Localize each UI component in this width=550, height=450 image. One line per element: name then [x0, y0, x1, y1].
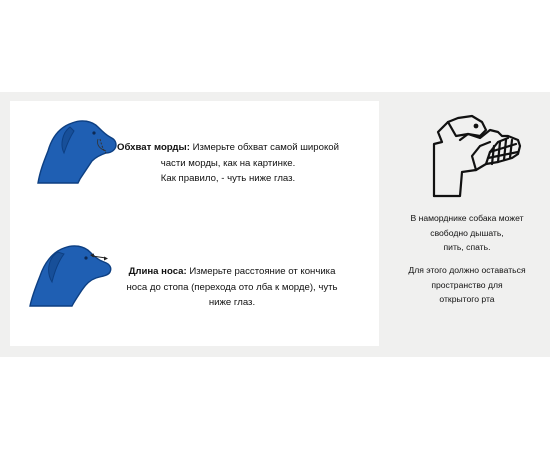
muzzle-circumference-line-2: части морды, как на картинке.	[160, 157, 296, 169]
dog-head-muzzle-circumference-icon	[30, 113, 120, 185]
muzzle-space-note	[384, 263, 550, 307]
nose-length-term: Длина носа:	[128, 266, 187, 277]
comfort-line-2: свободно дышать,	[430, 227, 504, 238]
muzzle-circumference-line-1: Измерьте обхват самой широкой	[189, 142, 339, 153]
comfort-line-3: пить, спать.	[443, 242, 491, 252]
muzzle-circumference-line-3: Как правило, - чуть ниже глаз.	[160, 173, 296, 184]
nose-length-line-1: Измерьте расстояние от кончика	[186, 266, 336, 277]
space-line-2: пространство для	[431, 279, 503, 290]
muzzle-circumference-term: Обхват морды:	[117, 142, 190, 153]
comfort-line-1: В наморднике собака может	[410, 213, 524, 223]
space-line-1: Для этого должно оставаться	[408, 265, 526, 275]
muzzle-comfort-note	[384, 211, 550, 255]
dog-head-nose-length-icon	[24, 236, 116, 308]
dog-with-muzzle-icon	[428, 112, 526, 198]
space-line-3: открытого рта	[439, 294, 495, 304]
nose-length-line-3: ниже глаз.	[208, 297, 256, 308]
nose-length-text	[108, 264, 356, 311]
nose-length-line-2: носа до стопа (перехода ото лба к морде), чуть	[126, 281, 338, 293]
muzzle-circumference-text	[110, 140, 346, 187]
